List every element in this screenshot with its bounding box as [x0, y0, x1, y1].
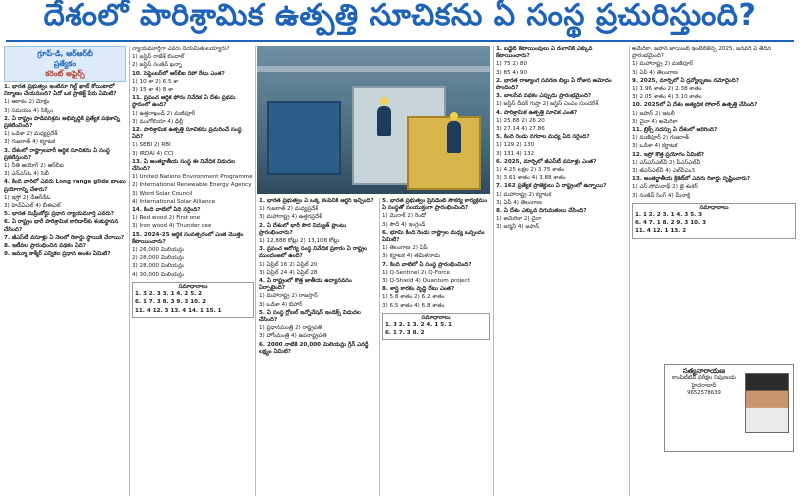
text-line: 1) మహారాష్ట్ర 2) రాజస్తాన్ — [259, 293, 318, 300]
column-3 — [259, 198, 377, 496]
text-line: 1) ప్రధానమంత్రి 2) రాష్ట్రపతి — [259, 325, 323, 332]
text-line: 4. ఏ రాష్ట్రంలో కొత్త జాతీయ ఉద్యానవనం ఏర్పాటైంది? — [259, 278, 352, 292]
text-line: 1. 3 2. 3 3. 1 4. 2 5. 2 — [135, 291, 203, 298]
text-line: 3) మంగోలియా 4) ఢిల్లీ — [132, 118, 184, 125]
answers-list-3 — [635, 212, 793, 236]
text-line: 1. బడ్జెట్ కేటాయింపులు ఏ రంగానికి ఎక్కువ కేటాయించారు? — [496, 46, 593, 60]
answers-caption: సమాధానాలు — [178, 283, 208, 290]
text-line: 13. అంతర్జాతీయ క్రికెట్‌లో ఎవరు రికార్డు సృష్టించారు? — [632, 176, 751, 183]
column-divider — [629, 46, 630, 496]
text-line: 1) 129 2) 130 — [496, 142, 535, 149]
text-line: 3) Q-Shield 4) Quantum project — [382, 278, 470, 285]
text-line: 9. 2025, మార్చిలో ఏ ద్రవ్యోల్బణం నమోదైంది? — [632, 77, 739, 84]
text-line: 3) 27.14 4) 27.86 — [496, 126, 545, 133]
text-line: 3) 85 4) 90 — [496, 69, 528, 76]
text-line: 3) మహారాష్ట్ర 4) ఉత్తరప్రదేశ్ — [259, 214, 322, 221]
headline-rule — [6, 40, 794, 42]
text-line: 8. ఏ దేశం ఎక్కువ దిగుమతులు చేసింది? — [496, 208, 587, 215]
text-line: 1) మొరాక్ 2) రెండో — [382, 213, 427, 220]
text-line: 3) చైనా 4) అమెరికా — [632, 118, 678, 125]
photo-worker — [447, 121, 461, 153]
text-line: 1) 12,888 కోట్లు 2) 13,108 కోట్లు — [259, 238, 340, 245]
text-line: 1) 10 శా 2) 6.5 శా — [132, 78, 179, 85]
text-line: 4. కింది వారిలో ఎవరు Long range glide బాంబు ప్రయోగాన్ని చేశారు? — [4, 179, 126, 193]
text-line: 1) Red wood 2) First one — [132, 215, 201, 222]
text-line: 3) కర్ణాటక 4) తమిళనాడు — [382, 253, 440, 260]
column-4 — [382, 198, 490, 496]
column-divider — [255, 46, 256, 496]
text-line: 1. 3 2. 1 3. 2 4. 1 5. 1 — [385, 322, 453, 329]
photo-beam — [257, 66, 490, 72]
text-line: 3) ఒడిశా 4) బిహార్ — [259, 301, 303, 308]
text-line: 3. ప్రపంచ ఆరోగ్య సంస్థ నివేదిక ప్రకారం ఏ రాష్ట్రం ముందంజలో ఉంది? — [259, 246, 368, 260]
text-line: 1) 1.96 శాతం 2) 2.38 శాతం — [632, 86, 702, 93]
text-line: 13. ఏ అంతర్జాతీయ సంస్థ ఈ నివేదిక విడుదల చేసింది? — [132, 158, 236, 173]
text-line: 1) జస్టిస్ రాజేశ్ బిందాల్ — [132, 54, 185, 61]
text-line: 3) సౌదీ 4) ఇంగ్లండ్ — [382, 221, 426, 228]
text-line: 3) గుజరాత్ 4) కర్ణాటక — [4, 139, 56, 146]
text-line: 3) 15 శా 4) 8 శా — [132, 87, 173, 94]
column-1-body — [4, 84, 126, 258]
text-line: 3) 2.05 శాతం 4) 3.10 శాతం — [632, 94, 702, 101]
text-line: 6. 1 7. 3 8. 2 — [385, 330, 425, 337]
author-role: కాంపిటీటివ్ పరీక్షల నిపుణుడు — [671, 375, 737, 382]
text-line: 1) ఉత్తరాఖండ్ 2) మణిపూర్ — [132, 110, 196, 117]
text-line: 1) SEBI 2) RBI — [132, 142, 171, 149]
text-line: 1) మణిపూర్ 2) గుజరాత్ — [632, 135, 689, 142]
answers-box-2 — [382, 313, 490, 341]
text-line: 15. 2024-25 ఆర్థిక సంవత్సరంలో ఎంత మొత్తం కేటాయించారు? — [132, 231, 244, 245]
column-2-body — [132, 46, 254, 279]
text-line: 4. పారిశ్రామిక ఉత్పత్తి సూచిక ఎంత? — [496, 109, 578, 116]
text-line: 7. 162 ప్రత్యేక ప్రాజెక్టులు ఏ రాష్ట్రంలో ఉన్నాయి? — [496, 183, 607, 190]
section-group: గ్రూప్-డి, ఆర్ఆర్‌బీ — [37, 49, 93, 58]
column-divider — [493, 46, 494, 496]
text-line: 1) 26,000 మిలియన్లు — [132, 247, 184, 254]
text-line: 6. 1 7. 3 8. 3 9. 3 10. 2 — [135, 299, 206, 306]
answers-caption: సమాధానాలు — [421, 314, 451, 321]
column-6-body — [632, 46, 796, 200]
text-line: 1) 25.88 2) 26.20 — [496, 117, 545, 124]
text-line: 1) మహారాష్ట్ర 2) కర్ణాటక — [496, 191, 552, 198]
text-line: 8. ఇటీవల ప్రారంభించిన పథకం ఏది? — [4, 243, 87, 250]
text-line: 10. 2025లో ఏ దేశం అత్యధిక సోలార్ ఉత్పత్తి చేసింది? — [632, 102, 758, 109]
headline: దేశంలో పారిశ్రామిక ఉత్పత్తి సూచికను ఏ సంస్థ ప్రచురిస్తుంది? — [43, 0, 757, 33]
author-phone: 9652578639 — [687, 390, 721, 397]
column-2 — [132, 46, 254, 496]
text-line: 3) ఎన్‌ఎస్‌ఓ 4) సెబీ — [4, 171, 49, 178]
text-line: 7. జీఎస్‌టీ వసూళ్లు ఏ నెలలో రికార్డు స్థాయికి చేరాయి? — [4, 234, 125, 241]
text-line: 1) ఎస్.సోమనాథ్ 2) జై శంకర్ — [632, 184, 698, 191]
text-line: 3) జీఎస్‌ఎల్‌వీ 4) ఎల్‌వీఎం3 — [632, 168, 696, 175]
text-line: 4) 30,000 మిలియన్లు — [132, 271, 184, 278]
answers-box-1 — [132, 282, 254, 318]
text-line: 3) సమయం 4) సిక్కిం — [4, 107, 53, 114]
text-line: 3. బాలసేవ పథకం ఎప్పుడు ప్రారంభమైంది? — [496, 93, 592, 100]
text-line: 1) ఆకాశం 2) మోక్షం — [4, 99, 50, 106]
answers-caption: సమాధానాలు — [699, 204, 729, 211]
text-line: 1) జస్టిస్ దీపక్ గుప్తా 2) జస్టిస్ ఎంఎం సుందరేశ్ — [496, 101, 599, 108]
section-header — [4, 46, 126, 82]
photo-machine — [407, 116, 481, 190]
column-1 — [4, 46, 126, 496]
text-line: అమెరికా, జపాన్ జాయింట్ ఇంటెలిజెన్స్ 2025, జనవరి ఏ తేదీన ప్రారంభమైంది? — [632, 46, 772, 60]
photo-worker — [377, 106, 391, 136]
factory-photo — [257, 46, 490, 194]
text-line: 2) జస్టిస్ సంజీవ్ ఖన్నా — [132, 62, 182, 69]
photo-machine — [267, 101, 341, 175]
column-5 — [496, 46, 626, 496]
text-line: 2. భారత రాజ్యాంగ సవరణ బిల్లు ఏ రోజున ఆమోదం పొందింది? — [496, 77, 612, 92]
text-line: 1. 1 2. 2 3. 1 4. 3 5. 3 — [635, 212, 703, 219]
column-4-body — [382, 198, 490, 310]
text-line: 9. జమ్మూ కాశ్మీర్ ఎన్నికల ప్రధాన అంశం ఏమిటి? — [4, 251, 111, 258]
text-line: 1) జపాన్ 2) ఇటలీ — [632, 110, 675, 117]
text-line: 3) 28,000 మిలియన్లు — [132, 263, 184, 270]
text-line: 1) Q-Sentinel 2) Q-Force — [382, 269, 450, 276]
text-line: 1) మహారాష్ట్ర 2) మణిపూర్ — [632, 61, 694, 68]
text-line: 1) గుజరాత్ 2) మధ్యప్రదేశ్ — [259, 206, 319, 213]
text-line: 6. ఏ రాష్ట్రం భారీ పారిశ్రామిక కారిడార్‌కు శంకుస్థాపన చేసింది? — [4, 219, 119, 233]
text-line: 2. ఏ రాష్ట్రం పాడిపరిశ్రమ అభివృద్ధికి ప్రత్యేక పథకాన్ని ప్రకటించింది? — [4, 115, 120, 130]
answers-list-2 — [385, 322, 487, 337]
text-line: 11. ప్రపంచ ఆర్థిక ఫోరం నివేదిక ఏ దేశం ప్రథమ స్థానంలో ఉంది? — [132, 95, 236, 109]
text-line: 3) ఒడిశా 4) కర్ణాటక — [632, 143, 678, 150]
section-subtitle: ప్రత్యేకం — [53, 59, 77, 68]
text-line: 3. దేశంలో రాష్ట్రాలవారీ ఆర్థిక సూచికను ఏ సంస్థ ప్రకటిస్తుంది? — [4, 147, 110, 161]
text-line: 1) తెలంగాణ 2) ఏపీ — [382, 245, 428, 252]
text-line: 10. సెప్టెంబర్‌లో ఆర్‌బీఐ రెపో రేటు ఎంత? — [132, 70, 225, 77]
text-line: 5. భారత ప్రభుత్వం ప్రెసిడెంట్ సౌకర్య కార్యక్రమం ఏ సంస్థతో సంయుక్తంగా ప్రారంభించింది? — [382, 198, 488, 212]
text-line: 3) ఏపీ 4) తెలంగాణ — [632, 69, 678, 76]
text-line: 8. శాస్త్ర కారకం వృద్ధి రేటు ఎంత? — [382, 286, 455, 293]
text-line: 5. ఏ సంస్థ గ్లోబల్ ఇన్నోవేషన్ ఇండెక్స్ విడుదల చేసింది? — [259, 309, 361, 324]
text-line: 1) ఏప్రిల్ 16 2) ఏప్రిల్ 20 — [259, 261, 318, 268]
column-3-body — [259, 198, 377, 356]
column-divider — [129, 46, 130, 496]
text-line: 6. భూమి కింది రెండు రాష్ట్రాల మధ్య ఒప్పందం ఏమిటి? — [382, 229, 485, 244]
text-line: 14. కింది వాటిలో ఏది సరైంది? — [132, 207, 201, 214]
text-line: 1. భారత ప్రభుత్వం ఇంటిమా గిల్ట్ ఖాట్ కోయిటాలో నిర్మాణం చేయనుంది? ఏదో ఒక ప్రాజెక్ట్ పేరు ఏమిటి? — [4, 84, 117, 98]
text-line: 1. భారత ప్రభుత్వం ఏ ఒక్క కంపెనీకి ఆర్డర్ ఇచ్చింది? — [259, 198, 374, 204]
text-line: 2. ఏ దేశంలో భారీ సౌర విద్యుత్ ప్లాంటు ప్రారంభించారు? — [259, 222, 347, 236]
text-line: 3) ఏప్రిల్ 24 4) ఏప్రిల్ 28 — [259, 269, 318, 276]
text-line: 5. కింది రెండు నగరాల మధ్య ఏది సరైంది? — [496, 134, 590, 141]
text-line: 1) అమెరికా 2) చైనా — [496, 216, 542, 223]
text-line: 3) ఏపీ 4) తెలంగాణ — [496, 199, 542, 206]
text-line: 3) 6.5 శాతం 4) 6.8 శాతం — [382, 302, 445, 309]
text-line: 1) ఇస్రో 2) డీఆర్‌డీఓ — [4, 194, 51, 201]
text-line: 3) IRDAI 4) CCI — [132, 150, 174, 157]
author-place: హైదరాబాద్ — [691, 382, 717, 389]
text-line: 6. 2000 నాటికి 20,000 మిలియన్లు గ్రీన్ ఎనర్జీ లక్ష్యం ఏమిటి? — [259, 341, 369, 355]
text-line: 5. భారత సుప్రీంకోర్టు ప్రధాన న్యాయమూర్తి ఎవరు? — [4, 211, 114, 218]
text-line: 6. 2025, మార్చిలో జీఎస్‌టీ వసూళ్లు ఎంత? — [496, 158, 597, 165]
text-line: 3) 131 4) 132 — [496, 150, 535, 157]
text-line: 11. 4 12. 3 13. 4 14. 1 15. 1 — [135, 307, 222, 314]
text-line: 1) 4.25 లక్షల 2) 3.75 శాతం — [496, 167, 565, 174]
text-line: 11. 4 12. 1 13. 2 — [635, 228, 687, 235]
text-line: 3) సంజీవ్ సింగ్ 4) మీనాక్షి — [632, 192, 691, 199]
column-5-body — [496, 46, 626, 232]
text-line: 11. బ్రిక్స్ సదస్సు ఏ దేశంలో జరిగింది? — [632, 127, 718, 134]
text-line: 3) హెచ్‌ఏఎల్ 4) బీఈఎల్ — [4, 203, 61, 210]
text-line: 12. ఇస్రో కొత్త ప్రయోగం ఏమిటి? — [632, 151, 705, 158]
text-line: 3) జర్మనీ 4) జపాన్ — [496, 224, 539, 231]
column-divider — [379, 198, 380, 496]
text-line: 1) ఎస్‌ఎస్‌ఎల్‌వీ 2) పీఎస్‌ఎల్‌వీ — [632, 159, 701, 166]
author-text — [668, 368, 740, 398]
text-line: 2) International Renewable Energy Agency — [132, 182, 252, 189]
text-line: 3) Iron wood 4) Thunder cee — [132, 223, 212, 230]
author-photo — [745, 373, 789, 433]
text-line: 1) 5.8 శాతం 2) 6.2 శాతం — [382, 294, 445, 301]
text-line: 1) నీతి ఆయోగ్ 2) ఆర్‌బీఐ — [4, 163, 64, 170]
text-line: న్యాయమూర్తిగా ఎవరు నియమితులయ్యారు? — [132, 46, 230, 52]
author-name: సత్యనారాయణ — [682, 367, 726, 375]
author-box — [664, 364, 794, 452]
answers-list-1 — [135, 291, 251, 315]
text-line: 1) ఒడిశా 2) మధ్యప్రదేశ్ — [4, 131, 58, 138]
text-line: 3) 3.61 శాతం 4) 3.88 శాతం — [496, 175, 566, 182]
column-6 — [632, 46, 796, 364]
text-line: 1) United Nations Environment Programme — [132, 174, 253, 181]
answers-box-3 — [632, 203, 796, 239]
text-line: 7. కింది వాటిలో ఏ సంస్థ ప్రారంభించింది? — [382, 261, 472, 268]
text-line: 4) International Solar Alliance — [132, 198, 216, 205]
text-line: 1) 75 2) 80 — [496, 61, 528, 68]
text-line: 12. పారిశ్రామిక ఉత్పత్తి సూచికను ప్రచురించే సంస్థ ఏది? — [132, 127, 242, 141]
section-topic: కరెంట్ అఫైర్స్ — [45, 69, 85, 78]
text-line: 2) 28,000 మిలియన్లు — [132, 255, 184, 262]
text-line: 6. 4 7. 1 8. 2 9. 3 10. 3 — [635, 220, 706, 227]
text-line: 3) హోంమంత్రి 4) ఉపరాష్ట్రపతి — [259, 333, 327, 340]
text-line: 3) Word Solar Council — [132, 190, 193, 197]
